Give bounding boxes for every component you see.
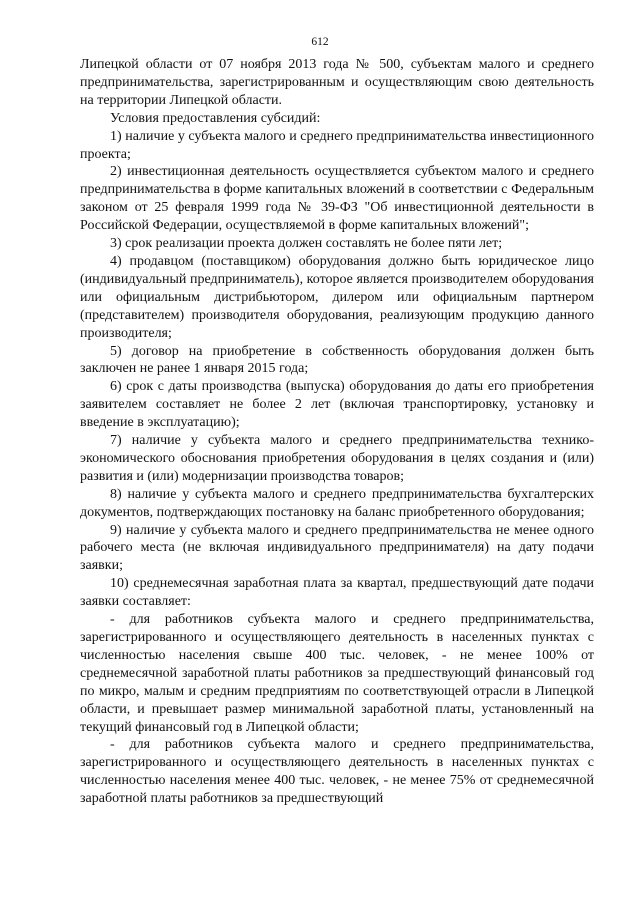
paragraph-condition-2: 2) инвестиционная деятельность осуществляется субъектом малого и среднего предпринимательства в форме капитальных вложений в соответствии с Федеральным законом от 25 февраля 1999 года № 39-ФЗ "Об инвестиционной деятельности в Российской Федерации, осуществляемой в форме капитальных вложений"; (80, 164, 594, 234)
paragraph-condition-10: 10) среднемесячная заработная плата за квартал, предшествующий дате подачи заявки составляет: (80, 576, 594, 610)
paragraph-salary-small-settlements: - для работников субъекта малого и среднего предпринимательства, зарегистрированного и осуществляющего деятельность в населенных пунктах с численностью населения менее 400 тыс. человек, - не менее 75% от среднемесячной заработной платы работников за предшествующий (80, 737, 594, 807)
paragraph-condition-4: 4) продавцом (поставщиком) оборудования должно быть юридическое лицо (индивидуальный предприниматель), которое является производителем оборудования или официальным дистрибьютором, дилером или официальным партнером (представителем) производителя оборудования, реализующим продукцию данного производителя; (80, 253, 594, 341)
paragraph-salary-large-settlements: - для работников субъекта малого и среднего предпринимательства, зарегистрированного и осуществляющего деятельность в населенных пунктах с численностью населения свыше 400 тыс. человек, - не менее 100% от среднемесячной заработной платы работников за предшествующий финансовый год по микро, малым и средним предприятиям по соответствующей отрасли в Липецкой области, и превышает размер минимальной заработной платы, установленный на текущий финансовый год в Липецкой области; (80, 612, 594, 735)
paragraph-condition-7: 7) наличие у субъекта малого и среднего предпринимательства технико-экономического обоснования приобретения оборудования в целях создания и (или) развития и (или) модернизации производства товаров; (80, 433, 594, 484)
paragraph-condition-5: 5) договор на приобретение в собственность оборудования должен быть заключен не ранее 1 января 2015 года; (80, 343, 594, 377)
paragraph-condition-9: 9) наличие у субъекта малого и среднего предпринимательства не менее одного рабочего места (не включая индивидуального предпринимателя) на дату подачи заявки; (80, 522, 594, 574)
paragraph-condition-8: 8) наличие у субъекта малого и среднего предпринимательства бухгалтерских документов, подтверждающих постановку на баланс приобретенного оборудования; (80, 486, 594, 520)
page-number: 612 (311, 36, 329, 48)
paragraph-conditions-heading: Условия предоставления субсидий: (110, 110, 321, 126)
paragraph-condition-6: 6) срок с даты производства (выпуска) оборудования до даты его приобретения заявителем составляет не более 2 лет (включая транспортировку, установку и введение в эксплуатацию); (80, 379, 594, 431)
paragraph-intro-continuation: Липецкой области от 07 ноября 2013 года № 500, субъектам малого и среднего предпринимательства, зарегистрированным и осуществляющим свою деятельность на территории Липецкой области. (80, 57, 594, 108)
document-body (80, 56, 594, 808)
paragraph-condition-1: 1) наличие у субъекта малого и среднего предпринимательства инвестиционного проекта; (80, 128, 594, 162)
paragraph-condition-3: 3) срок реализации проекта должен составлять не более пяти лет; (110, 236, 503, 252)
